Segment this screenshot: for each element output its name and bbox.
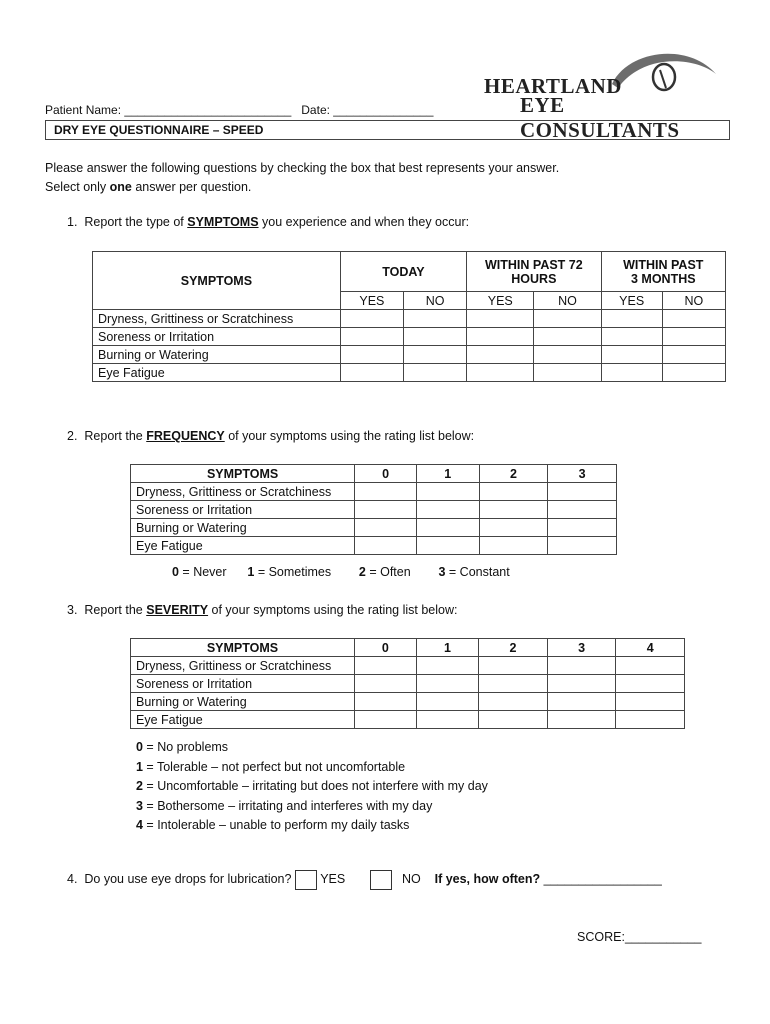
checkbox-cell[interactable] [616, 711, 685, 729]
checkbox-cell[interactable] [534, 310, 601, 328]
question-4: 4. Do you use eye drops for lubrication? YES NO If yes, how often? _________________ [67, 869, 662, 890]
logo-line2: EYE CONSULTANTS [520, 93, 680, 142]
how-often-field[interactable]: _________________ [543, 872, 662, 886]
checkbox-cell[interactable] [534, 364, 601, 382]
checkbox-cell[interactable] [479, 693, 548, 711]
patient-line [45, 103, 433, 117]
scale-item: 3 = Bothersome – irritating and interferes with my day [136, 798, 433, 813]
table-row: Soreness or Irritation [131, 501, 617, 519]
checkbox-cell[interactable] [467, 328, 534, 346]
date-label: Date: [301, 103, 330, 117]
checkbox-cell[interactable] [534, 346, 601, 364]
question-3: 3. Report the SEVERITY of your symptoms using the rating list below: [67, 603, 458, 617]
checkbox-cell[interactable] [534, 328, 601, 346]
q3-col-symptoms: SYMPTOMS [131, 639, 355, 657]
checkbox-cell[interactable] [416, 711, 479, 729]
checkbox-cell[interactable] [355, 501, 417, 519]
checkbox-cell[interactable] [354, 711, 416, 729]
table-row: Eye Fatigue [131, 537, 617, 555]
q1-col-symptoms: SYMPTOMS [93, 252, 341, 310]
checkbox-cell[interactable] [662, 328, 725, 346]
checkbox-cell[interactable] [340, 328, 403, 346]
logo-swoosh-icon [608, 44, 718, 100]
yes-label: YES [320, 872, 346, 886]
checkbox-cell[interactable] [403, 310, 466, 328]
checkbox-cell[interactable] [403, 328, 466, 346]
question-1: 1. Report the type of SYMPTOMS you experience and when they occur: [67, 215, 470, 229]
checkbox-cell[interactable] [355, 537, 417, 555]
checkbox-cell[interactable] [616, 657, 685, 675]
checkbox-cell[interactable] [416, 519, 479, 537]
q1-table [92, 251, 726, 382]
checkbox-cell[interactable] [547, 675, 616, 693]
table-row: Burning or Watering [93, 346, 726, 364]
checkbox-cell[interactable] [601, 364, 662, 382]
checkbox-cell[interactable] [355, 483, 417, 501]
legend-item: 0 = Never [172, 565, 227, 579]
score-line [577, 930, 701, 944]
scale-item: 1 = Tolerable – not perfect but not uncomfortable [136, 759, 406, 774]
date-field[interactable]: _______________ [333, 103, 434, 117]
checkbox-cell[interactable] [479, 483, 548, 501]
logo [478, 44, 728, 142]
checkbox-cell[interactable] [662, 310, 725, 328]
legend-item: 3 = Constant [438, 565, 510, 579]
q2-table: SYMPTOMS 0 1 2 3 Dryness, Grittiness or Scratchiness Soreness or Irritation Burning or Watering Eye Fatigue [130, 464, 617, 555]
patient-name-field[interactable]: _________________________ [124, 103, 292, 117]
table-row: Burning or Watering [131, 519, 617, 537]
intro-text [45, 159, 559, 197]
checkbox-cell[interactable] [547, 657, 616, 675]
question-2: 2. Report the FREQUENCY of your symptoms using the rating list below: [67, 429, 475, 443]
checkbox-cell[interactable] [601, 328, 662, 346]
checkbox-cell[interactable] [416, 675, 479, 693]
q1-col-3m: WITHIN PAST 3 MONTHS [601, 252, 725, 292]
checkbox-cell[interactable] [403, 364, 466, 382]
q1-no-header: NO [662, 292, 725, 310]
checkbox-cell[interactable] [467, 346, 534, 364]
scale-item: 2 = Uncomfortable – irritating but does not interfere with my day [136, 779, 488, 793]
table-row: Soreness or Irritation [93, 328, 726, 346]
page-title: DRY EYE QUESTIONNAIRE – SPEED [54, 123, 264, 137]
checkbox-cell[interactable] [662, 364, 725, 382]
checkbox-cell[interactable] [467, 364, 534, 382]
checkbox-cell[interactable] [354, 675, 416, 693]
q2-col-symptoms: SYMPTOMS [131, 465, 355, 483]
title-bar [45, 120, 730, 140]
checkbox-cell[interactable] [416, 483, 479, 501]
legend-item: 1 = Sometimes [247, 565, 332, 579]
scale-item: 4 = Intolerable – unable to perform my daily tasks [136, 818, 410, 832]
scale-item: 0 = No problems [136, 740, 229, 754]
table-row: Eye Fatigue [93, 364, 726, 382]
q3-scale [136, 738, 488, 836]
table-row: Dryness, Grittiness or Scratchiness [131, 657, 685, 675]
checkbox-cell[interactable] [547, 711, 616, 729]
table-row: Eye Fatigue [131, 711, 685, 729]
q1-yes-header: YES [601, 292, 662, 310]
no-label: NO [401, 872, 421, 886]
table-row: Soreness or Irritation [131, 675, 685, 693]
checkbox-cell[interactable] [479, 519, 548, 537]
checkbox-cell[interactable] [662, 346, 725, 364]
no-checkbox[interactable] [370, 870, 392, 890]
intro-line1: Please answer the following questions by checking the box that best represents your answer. [45, 161, 560, 175]
checkbox-cell[interactable] [548, 501, 617, 519]
patient-name-label: Patient Name: [45, 103, 122, 117]
table-row: Dryness, Grittiness or Scratchiness [131, 483, 617, 501]
checkbox-cell[interactable] [616, 675, 685, 693]
checkbox-cell[interactable] [340, 364, 403, 382]
q1-no-header: NO [403, 292, 466, 310]
checkbox-cell[interactable] [354, 693, 416, 711]
checkbox-cell[interactable] [416, 537, 479, 555]
checkbox-cell[interactable] [601, 346, 662, 364]
q1-no-header: NO [534, 292, 601, 310]
score-label: SCORE: [577, 930, 625, 944]
logo-line1: HEARTLAND [484, 74, 622, 98]
q1-col-72h: WITHIN PAST 72 HOURS [467, 252, 601, 292]
q2-legend [172, 565, 510, 579]
checkbox-cell[interactable] [416, 657, 479, 675]
checkbox-cell[interactable] [479, 501, 548, 519]
checkbox-cell[interactable] [416, 693, 479, 711]
score-field[interactable]: ___________ [624, 930, 702, 944]
checkbox-cell[interactable] [479, 537, 548, 555]
intro-line2: Select only one answer per question. [45, 180, 252, 194]
checkbox-cell[interactable] [340, 310, 403, 328]
q1-yes-header: YES [340, 292, 403, 310]
checkbox-cell[interactable] [467, 310, 534, 328]
checkbox-cell[interactable] [616, 693, 685, 711]
table-row: Dryness, Grittiness or Scratchiness [93, 310, 726, 328]
checkbox-cell[interactable] [548, 537, 617, 555]
checkbox-cell[interactable] [601, 310, 662, 328]
checkbox-cell[interactable] [479, 711, 548, 729]
table-row: Burning or Watering [131, 693, 685, 711]
checkbox-cell[interactable] [547, 693, 616, 711]
checkbox-cell[interactable] [354, 657, 416, 675]
checkbox-cell[interactable] [479, 675, 548, 693]
checkbox-cell[interactable] [479, 657, 548, 675]
q3-table: SYMPTOMS 0 1 2 3 4 Dryness, Grittiness or Scratchiness Soreness or Irritation Burning or Watering Eye Fatigue [130, 638, 685, 729]
yes-checkbox[interactable] [295, 870, 317, 890]
checkbox-cell[interactable] [403, 346, 466, 364]
checkbox-cell[interactable] [355, 519, 417, 537]
how-often-label: If yes, how often? [434, 872, 541, 886]
checkbox-cell[interactable] [416, 501, 479, 519]
checkbox-cell[interactable] [548, 483, 617, 501]
q1-col-today: TODAY [340, 252, 466, 292]
q1-yes-header: YES [467, 292, 534, 310]
legend-item: 2 = Often [358, 565, 411, 579]
checkbox-cell[interactable] [340, 346, 403, 364]
checkbox-cell[interactable] [548, 519, 617, 537]
